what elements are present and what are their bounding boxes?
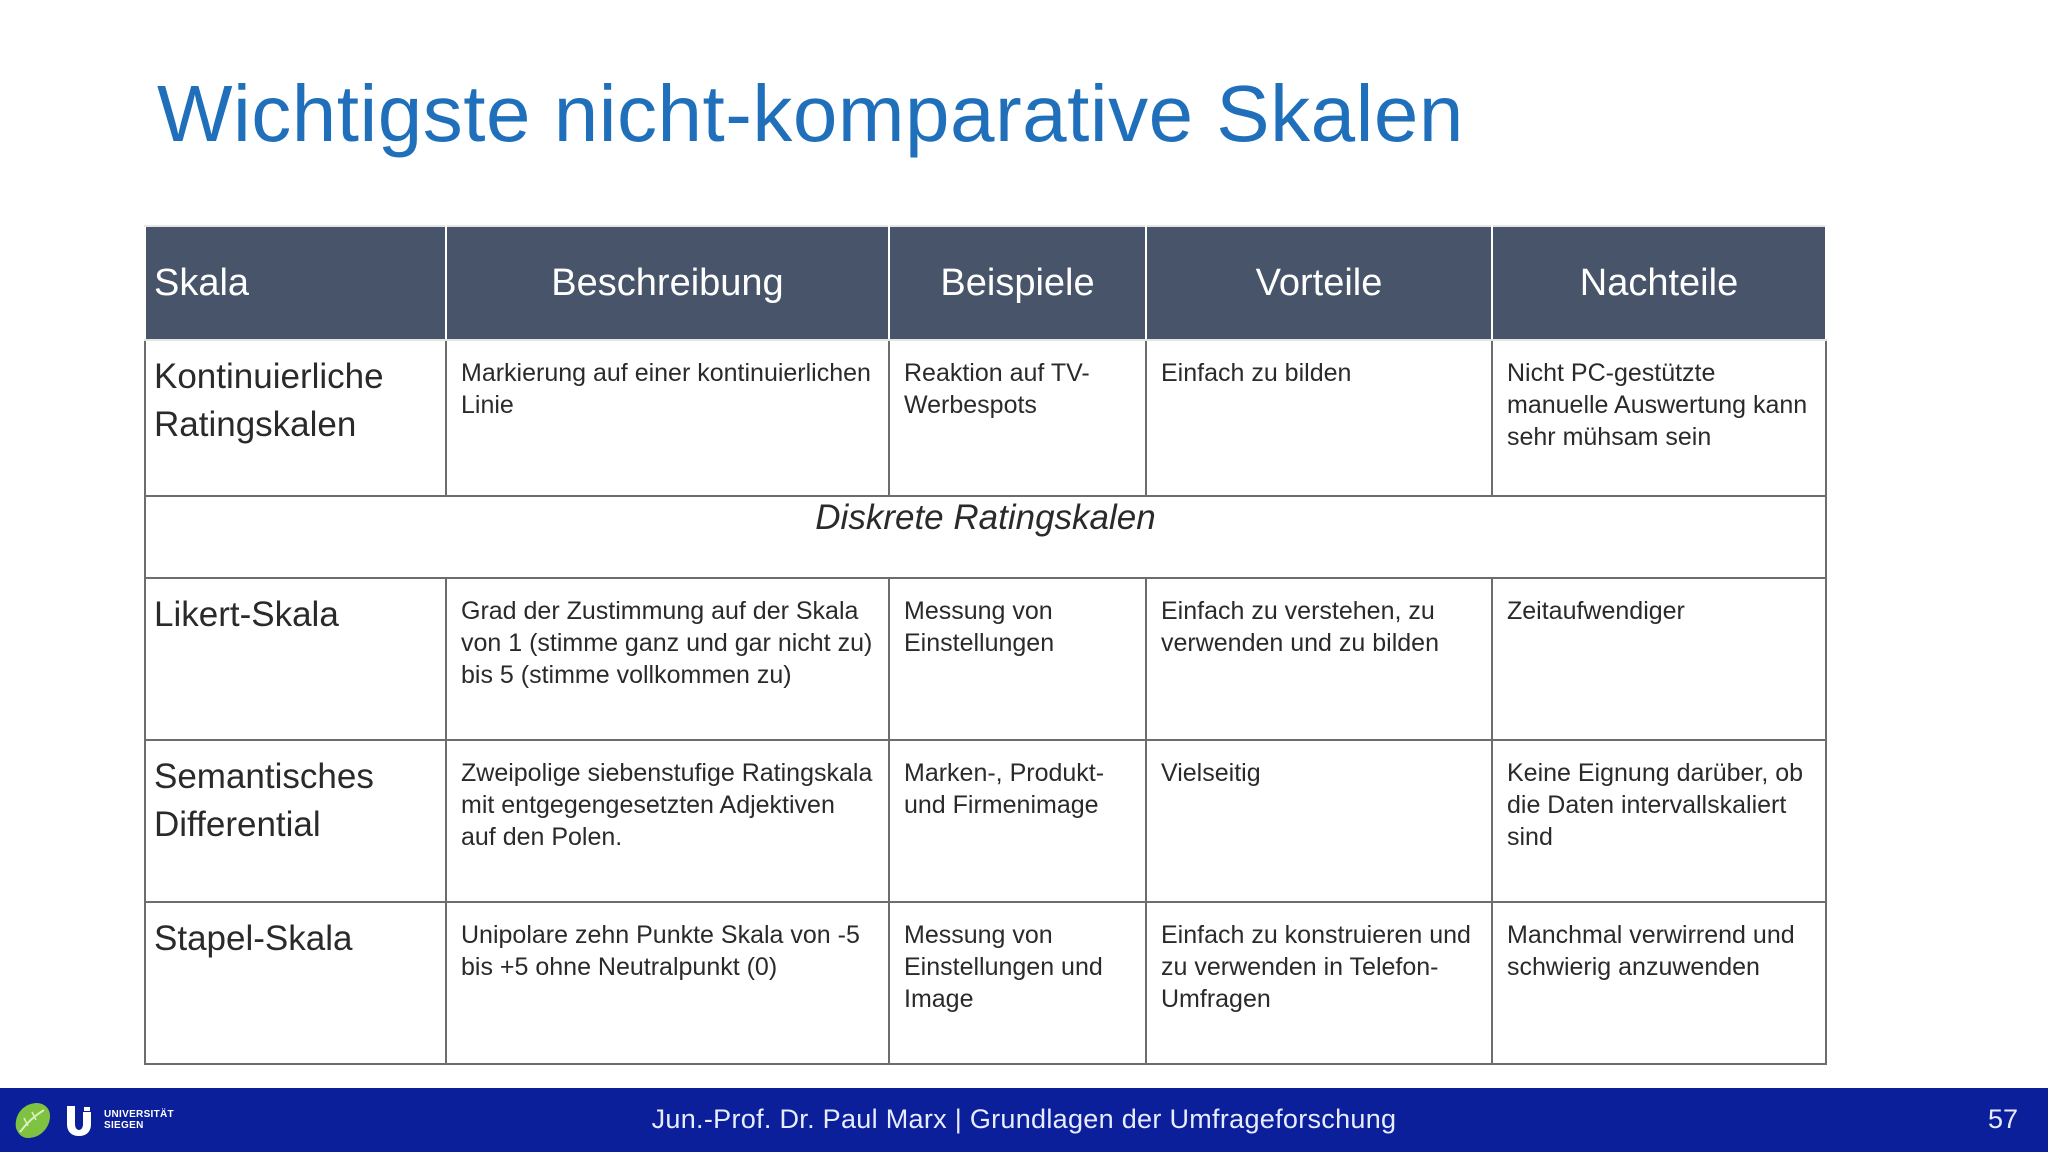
header-beschreibung: Beschreibung [446,226,889,340]
row-beschreibung: Markierung auf einer kontinuierlichen Linie [446,340,889,496]
row-beispiele: Reaktion auf TV-Werbespots [889,340,1146,496]
table-row [145,740,1826,902]
row-beispiele: Messung von Einstellungen und Image [889,902,1146,1064]
page-number: 57 [1987,1104,2018,1134]
row-nachteile: Zeitaufwendiger [1492,578,1826,740]
header-vorteile: Vorteile [1146,226,1492,340]
table-row [145,578,1826,740]
header-beispiele: Beispiele [889,226,1146,340]
slide-title: Wichtigste nicht-komparative Skalen [157,69,1464,158]
table-header-row [145,226,1826,340]
row-vorteile: Einfach zu konstruieren und zu verwenden in Telefon-Umfragen [1146,902,1492,1064]
row-vorteile: Einfach zu bilden [1146,340,1492,496]
row-skala: Kontinuierliche Ratingskalen [145,340,446,496]
row-beschreibung: Zweipolige siebenstufige Ratingskala mit entgegengesetzten Adjektiven auf den Polen. [446,740,889,902]
row-nachteile: Manchmal verwirrend und schwierig anzuwenden [1492,902,1826,1064]
row-nachteile: Nicht PC-gestützte manuelle Auswertung kann sehr mühsam sein [1492,340,1826,496]
footer-bar [0,1088,2048,1152]
header-nachteile: Nachteile [1492,226,1826,340]
header-skala: Skala [145,226,446,340]
scales-table [144,225,1827,1065]
row-skala: Likert-Skala [145,578,446,740]
table-row [145,340,1826,496]
row-vorteile: Vielseitig [1146,740,1492,902]
section-label: Diskrete Ratingskalen [145,496,1826,578]
row-beschreibung: Unipolare zehn Punkte Skala von -5 bis +5 ohne Neutralpunkt (0) [446,902,889,1064]
row-nachteile: Keine Eignung darüber, ob die Daten intervallskaliert sind [1492,740,1826,902]
section-row [145,496,1826,578]
table-row [145,902,1826,1064]
row-beispiele: Messung von Einstellungen [889,578,1146,740]
row-skala: Semantisches Differential [145,740,446,902]
university-logo-label: UNIVERSITÄT SIEGEN [104,1109,174,1131]
row-beschreibung: Grad der Zustimmung auf der Skala von 1 (stimme ganz und gar nicht zu) bis 5 (stimme vollkommen zu) [446,578,889,740]
footer-text: Jun.-Prof. Dr. Paul Marx | Grundlagen der Umfrageforschung [651,1104,1397,1134]
row-skala: Stapel-Skala [145,902,446,1064]
row-beispiele: Marken-, Produkt- und Firmenimage [889,740,1146,902]
row-vorteile: Einfach zu verstehen, zu verwenden und zu bilden [1146,578,1492,740]
